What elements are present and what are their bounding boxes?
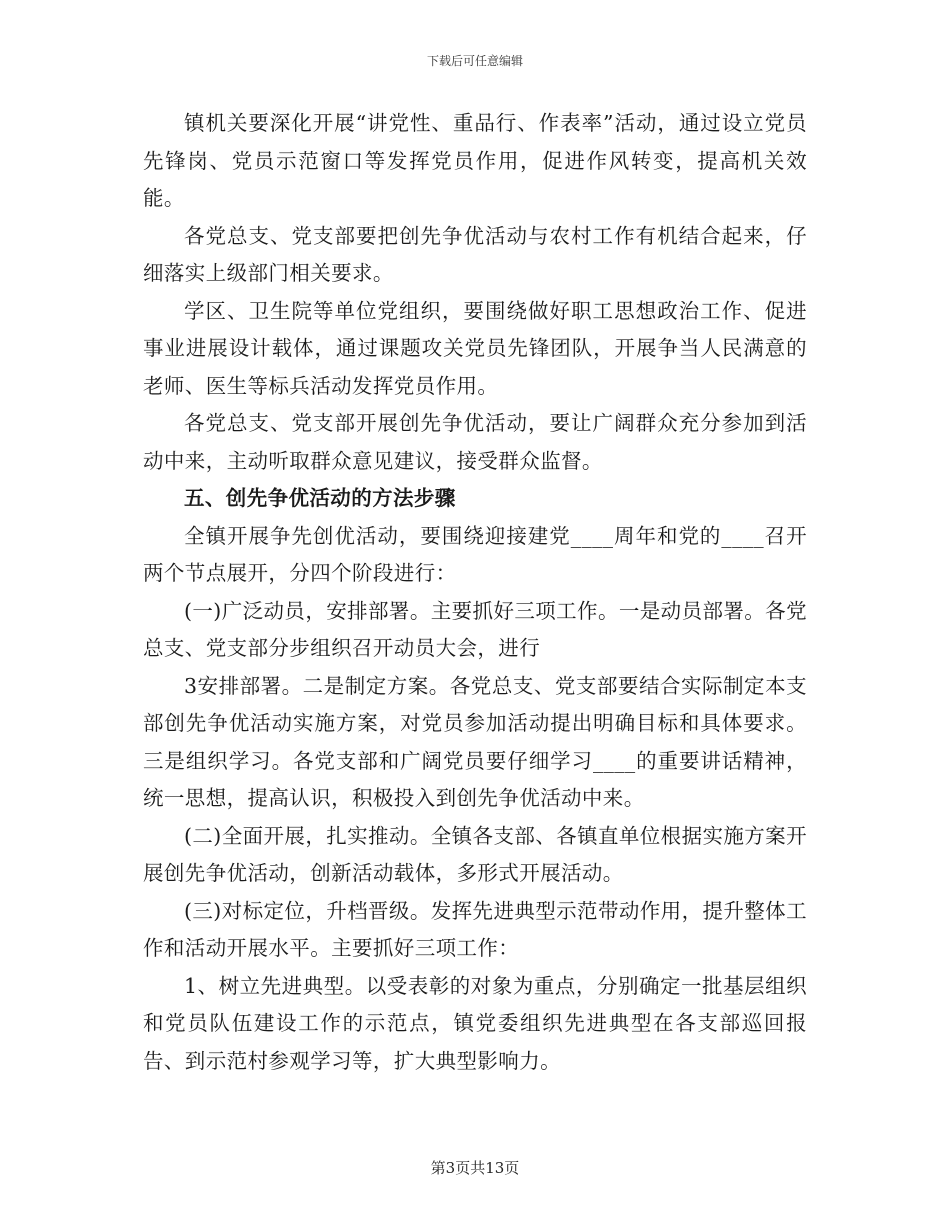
paragraph-9: (三)对标定位，升档晋级。发挥先进典型示范带动作用，提升整体工作和活动开展水平。主要抓好三项工作： <box>143 898 807 960</box>
page-footer: 第3页共13页 <box>430 1159 520 1177</box>
paragraph-5: 全镇开展争先创优活动，要围绕迎接建党____周年和党的____召开两个节点展开，分四个阶段进行： <box>143 523 807 585</box>
paragraph-3: 学区、卫生院等单位党组织，要围绕做好职工思想政治工作、促进事业进展设计载体，通过课题攻关党员先锋团队，开展争当人民满意的老师、医生等标兵活动发挥党员作用。 <box>143 298 807 398</box>
paragraph-6: (一)广泛动员，安排部署。主要抓好三项工作。一是动员部署。各党总支、党支部分步组织召开动员大会，进行 <box>143 598 807 660</box>
page-header: 下载后可任意编辑 <box>426 54 523 68</box>
paragraph-1: 镇机关要深化开展“讲党性、重品行、作表率”活动，通过设立党员先锋岗、党员示范窗口等发挥党员作用，促进作风转变，提高机关效能。 <box>143 111 807 210</box>
paragraph-10: 1、树立先进典型。以受表彰的对象为重点，分别确定一批基层组织和党员队伍建设工作的示范点，镇党委组织先进典型在各支部巡回报告、到示范村参观学习等，扩大典型影响力。 <box>143 973 807 1073</box>
paragraph-8: (二)全面开展，扎实推动。全镇各支部、各镇直单位根据实施方案开展创先争优活动，创新活动载体，多形式开展活动。 <box>143 823 807 885</box>
paragraph-2: 各党总支、党支部要把创先争优活动与农村工作有机结合起来，仔细落实上级部门相关要求。 <box>143 223 807 285</box>
section-heading: 五、创先争优活动的方法步骤 <box>184 486 456 510</box>
paragraph-4: 各党总支、党支部开展创先争优活动，要让广阔群众充分参加到活动中来，主动听取群众意见建议，接受群众监督。 <box>143 411 807 473</box>
document-body <box>143 105 807 1080</box>
paragraph-7: 3安排部署。二是制定方案。各党总支、党支部要结合实际制定本支部创先争优活动实施方案，对党员参加活动提出明确目标和具体要求。三是组织学习。各党支部和广阔党员要仔细学习____的重要讲话精神，统一思想，提高认识，积极投入到创先争优活动中来。 <box>143 673 807 810</box>
